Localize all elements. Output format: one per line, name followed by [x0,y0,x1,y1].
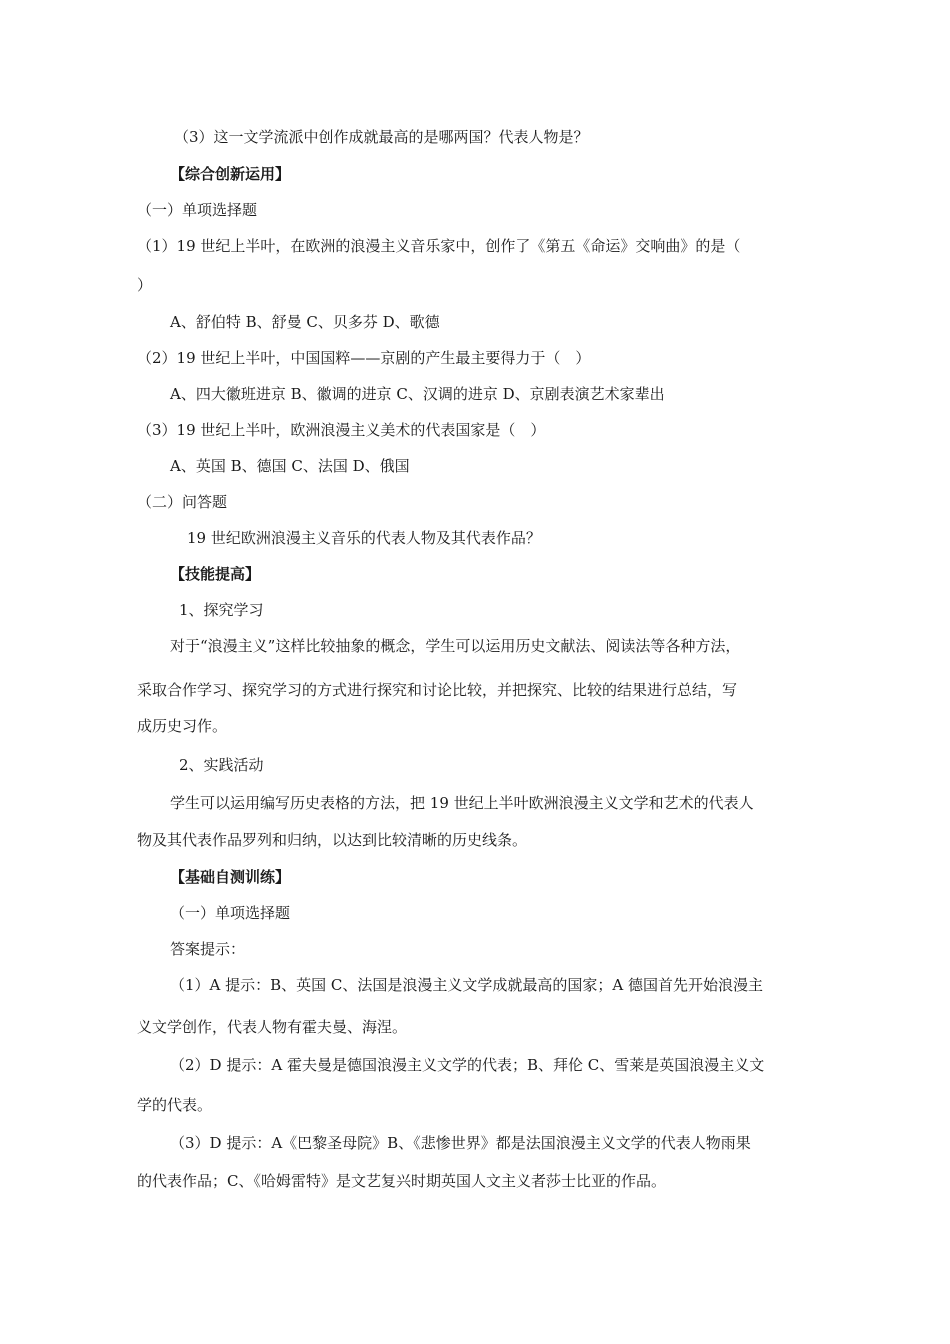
subsection-single-choice: （一）单项选择题 [137,201,258,219]
skills-item-2-para: 物及其代表作品罗列和归纳，以达到比较清晰的历史线条。 [137,831,528,849]
question-3-text: （3）这一文学流派中创作成就最高的是哪两国？代表人物是？ [174,128,589,146]
skills-item-1-para: 采取合作学习、探究学习的方式进行探究和讨论比较，并把探究、比较的结果进行总结，写 [137,681,738,699]
mc-question-3: （3）19 世纪上半叶，欧洲浪漫主义美术的代表国家是（ ） [137,421,546,439]
section-heading-skills: 【技能提高】 [170,565,261,583]
skills-item-2-title: 2、实践活动 [179,756,264,774]
skills-item-2-para: 学生可以运用编写历史表格的方法，把 19 世纪上半叶欧洲浪漫主义文学和艺术的代表人 [170,794,754,812]
answer-1-cont: 义文学创作，代表人物有霍夫曼、海涅。 [137,1018,408,1036]
answer-2-cont: 学的代表。 [137,1096,213,1114]
section-heading-comprehensive: 【综合创新运用】 [170,165,291,183]
skills-item-1-title: 1、探究学习 [179,601,264,619]
answer-1: （1）A 提示：B、英国 C、法国是浪漫主义文学成就最高的国家；A 德国首先开始浪漫主 [170,976,764,994]
section-heading-self-test: 【基础自测训练】 [170,868,291,886]
mc-question-2: （2）19 世纪上半叶，中国国粹——京剧的产生最主要得力于（ ） [137,349,591,367]
answer-3-cont: 的代表作品；C、《哈姆雷特》是文艺复兴时期英国人文主义者莎士比亚的作品。 [137,1172,666,1190]
skills-item-1-para: 成历史习作。 [137,717,228,735]
mc-question-2-options: A、四大徽班进京 B、徽调的进京 C、汉调的进京 D、京剧表演艺术家辈出 [170,385,665,403]
subsection-qa: （二）问答题 [137,493,228,511]
answer-2: （2）D 提示：A 霍夫曼是德国浪漫主义文学的代表；B、拜伦 C、雪莱是英国浪漫主义文 [170,1056,765,1074]
self-test-subsection: （一）单项选择题 [170,904,291,922]
skills-item-1-para: 对于“浪漫主义”这样比较抽象的概念，学生可以运用历史文献法、阅读法等各种方法， [170,637,741,655]
mc-question-3-options: A、英国 B、德国 C、法国 D、俄国 [170,457,410,475]
answer-hint-label: 答案提示： [170,940,246,958]
mc-question-1-close: ） [137,276,153,294]
mc-question-1-options: A、舒伯特 B、舒曼 C、贝多芬 D、歌德 [170,313,440,331]
qa-question: 19 世纪欧洲浪漫主义音乐的代表人物及其代表作品？ [187,529,541,547]
answer-3: （3）D 提示：A《巴黎圣母院》B、《悲惨世界》都是法国浪漫主义文学的代表人物雨果 [170,1134,751,1152]
mc-question-1: （1）19 世纪上半叶，在欧洲的浪漫主义音乐家中，创作了《第五《命运》交响曲》的是（ [137,237,741,255]
